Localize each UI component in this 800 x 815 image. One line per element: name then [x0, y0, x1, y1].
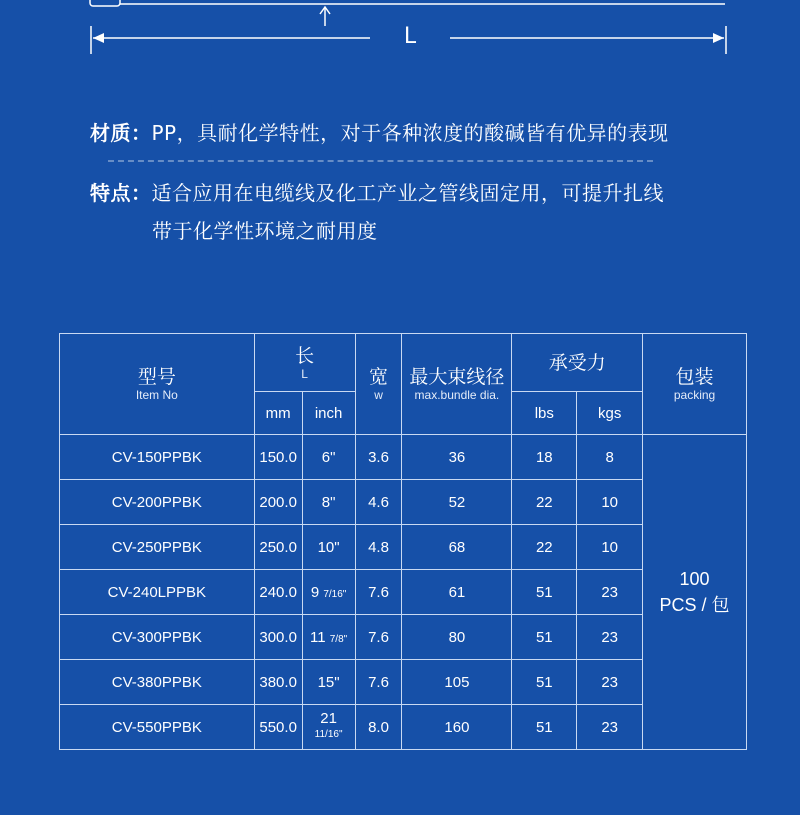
- width-cell: 3.6: [355, 435, 402, 480]
- width-header: 宽 w: [355, 334, 402, 435]
- dia-cell: 160: [402, 705, 512, 750]
- specification-table: [59, 333, 747, 750]
- dia-cell: 61: [402, 570, 512, 615]
- kgs-cell: 10: [577, 480, 643, 525]
- packing-qty: 100: [679, 569, 710, 589]
- kgs-cell: 23: [577, 705, 643, 750]
- item-cell: CV-550PPBK: [60, 705, 255, 750]
- inch-header: inch: [302, 392, 355, 435]
- mm-cell: 300.0: [254, 615, 302, 660]
- mm-cell: 550.0: [254, 705, 302, 750]
- packing-unit: PCS / 包: [659, 595, 730, 615]
- inch-cell: 15": [302, 660, 355, 705]
- mm-cell: 150.0: [254, 435, 302, 480]
- feature-label: 特点：: [90, 181, 152, 205]
- dia-cell: 80: [402, 615, 512, 660]
- item-cell: CV-200PPBK: [60, 480, 255, 525]
- mm-cell: 200.0: [254, 480, 302, 525]
- kgs-cell: 8: [577, 435, 643, 480]
- feature-text-line1: 适合应用在电缆线及化工产业之管线固定用，可提升扎线: [151, 181, 664, 205]
- material-label: 材质：: [90, 121, 152, 145]
- width-cell: 4.6: [355, 480, 402, 525]
- dia-cell: 105: [402, 660, 512, 705]
- width-cell: 7.6: [355, 615, 402, 660]
- mm-header: mm: [254, 392, 302, 435]
- material-line: [90, 114, 669, 152]
- item-cell: CV-150PPBK: [60, 435, 255, 480]
- material-text: PP，具耐化学特性，对于各种浓度的酸碱皆有优异的表现: [151, 121, 669, 145]
- inch-cell: 11 7/8": [302, 615, 355, 660]
- width-cell: 8.0: [355, 705, 402, 750]
- inch-cell: 10": [302, 525, 355, 570]
- lbs-cell: 18: [512, 435, 577, 480]
- lbs-cell: 22: [512, 480, 577, 525]
- lbs-cell: 51: [512, 705, 577, 750]
- kgs-cell: 10: [577, 525, 643, 570]
- length-label: L: [403, 24, 417, 49]
- kgs-cell: 23: [577, 570, 643, 615]
- dashed-divider: [108, 160, 653, 162]
- inch-cell: 8": [302, 480, 355, 525]
- packing-cell: [643, 435, 747, 750]
- lbs-cell: 22: [512, 525, 577, 570]
- item-cell: CV-250PPBK: [60, 525, 255, 570]
- item-cell: CV-380PPBK: [60, 660, 255, 705]
- inch-cell: 6": [302, 435, 355, 480]
- length-header: 长 L: [254, 334, 355, 392]
- mm-cell: 240.0: [254, 570, 302, 615]
- tensile-strength-header: 承受力: [512, 334, 643, 392]
- lbs-cell: 51: [512, 570, 577, 615]
- kgs-cell: 23: [577, 660, 643, 705]
- width-cell: 7.6: [355, 570, 402, 615]
- feature-block: [90, 174, 730, 250]
- width-cell: 4.8: [355, 525, 402, 570]
- lbs-header: lbs: [512, 392, 577, 435]
- lbs-cell: 51: [512, 615, 577, 660]
- bundle-dia-header: 最大束线径 max.bundle dia.: [402, 334, 512, 435]
- mm-cell: 250.0: [254, 525, 302, 570]
- kgs-header: kgs: [577, 392, 643, 435]
- packing-header: 包装 packing: [643, 334, 747, 435]
- dia-cell: 52: [402, 480, 512, 525]
- dia-cell: 36: [402, 435, 512, 480]
- lbs-cell: 51: [512, 660, 577, 705]
- item-cell: CV-300PPBK: [60, 615, 255, 660]
- item-cell: CV-240LPPBK: [60, 570, 255, 615]
- mm-cell: 380.0: [254, 660, 302, 705]
- header-row-1: [60, 334, 747, 392]
- feature-text-line2: 带于化学性环境之耐用度: [152, 219, 378, 243]
- table-row: [60, 435, 747, 480]
- width-cell: 7.6: [355, 660, 402, 705]
- dia-cell: 68: [402, 525, 512, 570]
- inch-cell: 21 11/16": [302, 705, 355, 750]
- length-dimension-diagram: [0, 0, 800, 70]
- kgs-cell: 23: [577, 615, 643, 660]
- item-header: 型号 Item No: [60, 334, 255, 435]
- inch-cell: 9 7/16": [302, 570, 355, 615]
